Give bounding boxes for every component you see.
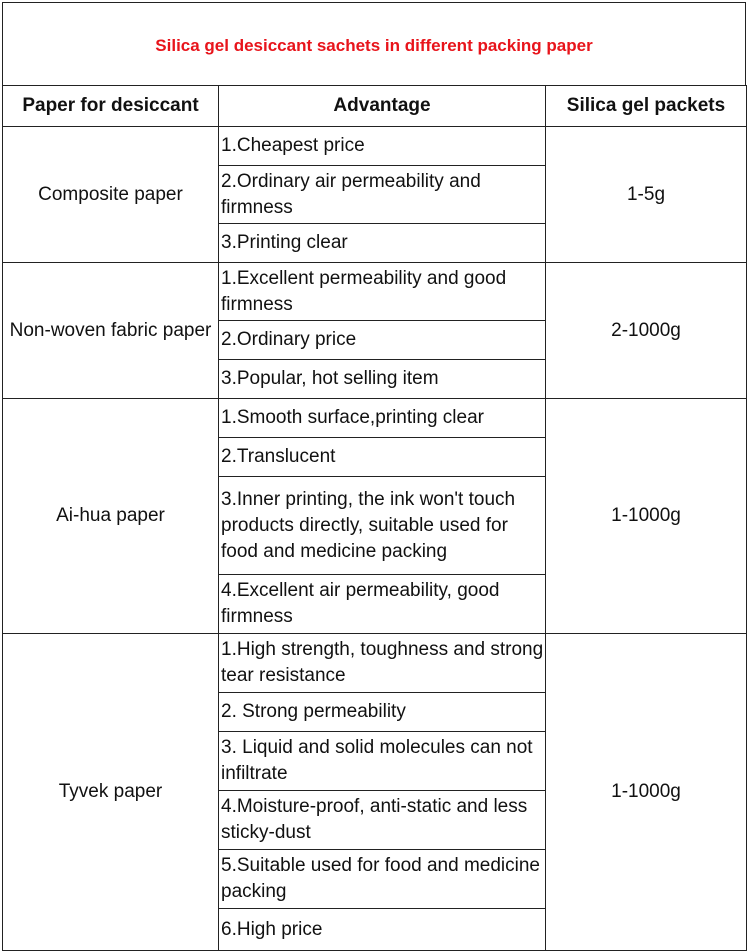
advantage-cell: 3.Popular, hot selling item: [219, 360, 546, 399]
title-box: [2, 2, 746, 85]
advantage-cell: 1.Cheapest price: [219, 127, 546, 166]
table-row: [3, 127, 747, 166]
advantage-cell: 2.Ordinary air permeability and firmness: [219, 166, 546, 224]
advantage-cell: 1.Smooth surface,printing clear: [219, 399, 546, 438]
advantage-cell: 4.Moisture-proof, anti-static and less sticky-dust: [219, 791, 546, 850]
advantage-cell: 3.Inner printing, the ink won't touch products directly, suitable used for food and medicine packing: [219, 477, 546, 575]
header-row: [3, 86, 747, 127]
comparison-table: [2, 85, 747, 951]
packets-cell: 1-1000g: [546, 399, 747, 634]
paper-type-cell: Tyvek paper: [3, 634, 219, 951]
advantage-cell: 2.Translucent: [219, 438, 546, 477]
table-row: [3, 263, 747, 321]
table-title: Silica gel desiccant sachets in different packing paper: [155, 36, 593, 55]
paper-type-cell: Composite paper: [3, 127, 219, 263]
advantage-cell: 6.High price: [219, 909, 546, 951]
header-paper: Paper for desiccant: [3, 86, 219, 127]
advantage-cell: 4.Excellent air permeability, good firmness: [219, 575, 546, 634]
table-row: [3, 634, 747, 693]
packets-cell: 1-5g: [546, 127, 747, 263]
paper-type-cell: Ai-hua paper: [3, 399, 219, 634]
advantage-cell: 2.Ordinary price: [219, 321, 546, 360]
table-row: [3, 399, 747, 438]
advantage-cell: 1.Excellent permeability and good firmness: [219, 263, 546, 321]
paper-type-cell: Non-woven fabric paper: [3, 263, 219, 399]
advantage-cell: 1.High strength, toughness and strong tear resistance: [219, 634, 546, 693]
header-packets: Silica gel packets: [546, 86, 747, 127]
advantage-cell: 2. Strong permeability: [219, 693, 546, 732]
packets-cell: 1-1000g: [546, 634, 747, 951]
advantage-cell: 3.Printing clear: [219, 224, 546, 263]
advantage-cell: 3. Liquid and solid molecules can not infiltrate: [219, 732, 546, 791]
advantage-cell: 5.Suitable used for food and medicine packing: [219, 850, 546, 909]
packets-cell: 2-1000g: [546, 263, 747, 399]
header-advantage: Advantage: [219, 86, 546, 127]
